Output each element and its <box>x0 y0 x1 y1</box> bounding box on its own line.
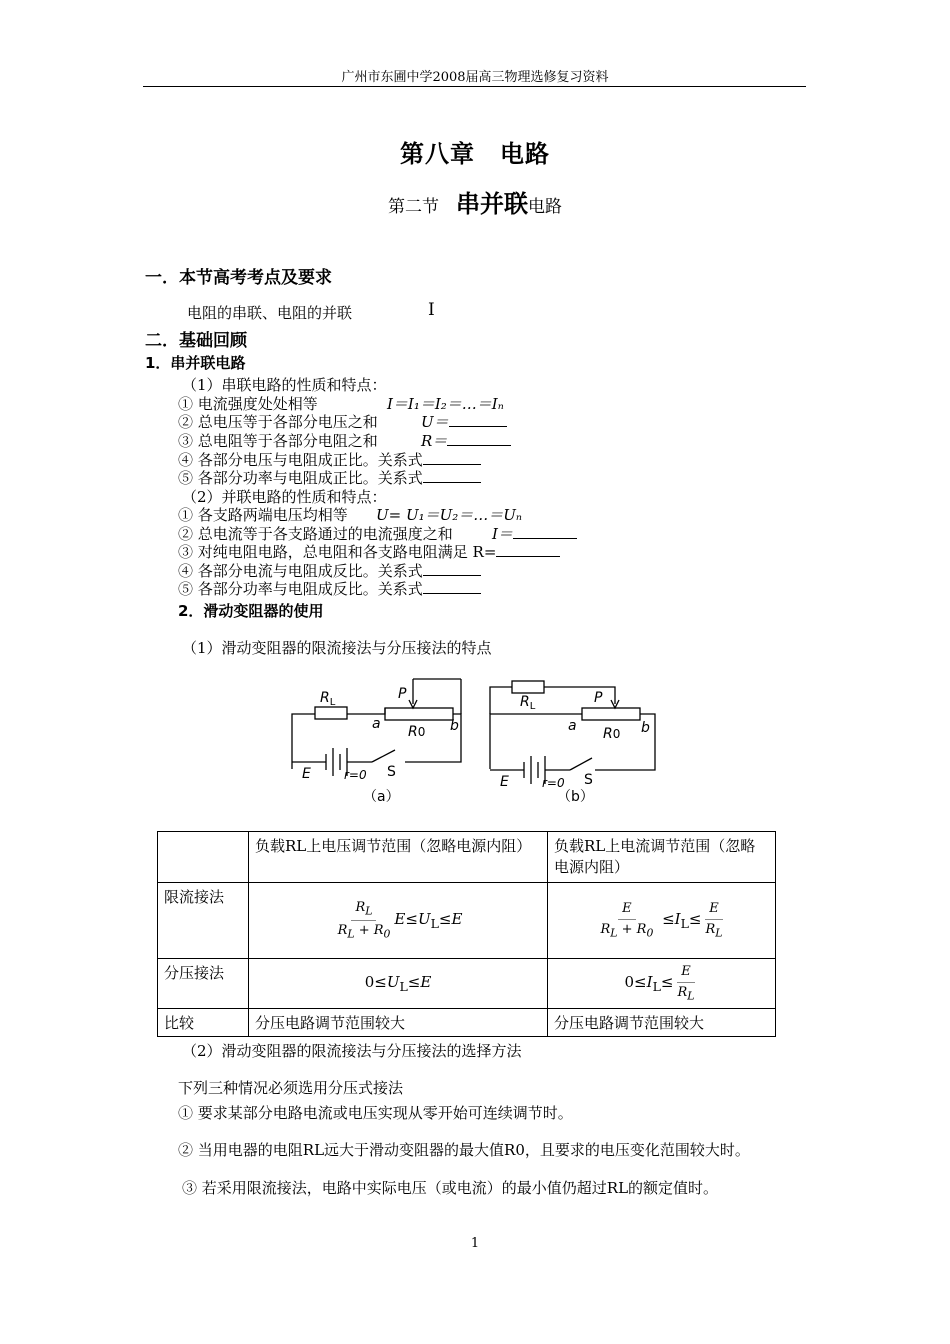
section-suffix: 电路 <box>528 197 562 217</box>
part1-level: Ⅰ <box>428 300 435 320</box>
part1-item: 电阻的串联、电阻的并联 <box>187 304 353 322</box>
series-item-2: ② 总电压等于各部分电压之和 <box>178 413 378 431</box>
parallel-I-label: I＝ <box>492 525 513 543</box>
fraction: $\frac{E}{R_L}$ <box>705 901 723 940</box>
blank-line <box>423 561 481 576</box>
parallel-item-3 <box>178 541 560 562</box>
caption-b: （b） <box>557 789 594 805</box>
label-b-a: b <box>450 718 459 734</box>
label-RL-b: $R_L$ <box>520 694 536 712</box>
blank-line <box>447 431 511 446</box>
series-resistance-blank <box>421 430 511 451</box>
fraction: $\frac{R_L}{R_L + R_0}$ <box>337 900 391 941</box>
blank-line <box>513 524 577 539</box>
table-row-limit: 限流接法 <box>158 883 249 959</box>
section-big: 串并联 <box>456 190 528 218</box>
sub2-intro2: （2）滑动变阻器的限流接法与分压接法的选择方法 <box>182 1042 522 1060</box>
label-RL-a: $R_L$ <box>320 690 336 708</box>
must-item-1: ① 要求某部分电路电流或电压实现从零开始可连续调节时。 <box>178 1104 573 1122</box>
blank-line <box>496 542 560 557</box>
sub2-heading: 2．滑动变阻器的使用 <box>178 602 324 620</box>
parallel-intro: （2）并联电路的性质和特点： <box>182 488 387 506</box>
section-title <box>0 184 950 219</box>
label-R0-b: R0 <box>603 726 621 742</box>
label-r-a: r=0 <box>344 768 367 782</box>
limit-current-range: $\frac{E}{R_L + R_0}$ $\le I_L\le$ $\frac{E}{R_L}$ <box>548 883 776 959</box>
parallel-item-1: ① 各支路两端电压均相等 <box>178 506 348 524</box>
table-col1-header: 负载RL上电压调节范围（忽略电源内阻） <box>249 832 548 883</box>
label-E-a: E <box>302 766 311 782</box>
table-col2-header: 负载RL上电流调节范围（忽略电源内阻） <box>548 832 776 883</box>
label-P-b: P <box>594 690 603 706</box>
parallel-item-5-text: ⑤ 各部分功率与电阻成反比。关系式 <box>178 580 423 598</box>
label-b-b: b <box>641 720 650 736</box>
label-R0-a: R0 <box>408 724 426 740</box>
comparison-table <box>157 831 776 1037</box>
label-r-b: r=0 <box>542 776 565 790</box>
label-a-b: a <box>568 718 577 734</box>
parallel-item-3-text: ③ 对纯电阻电路，总电阻和各支路电阻满足 R= <box>178 543 497 561</box>
fraction: $\frac{E}{R_L + R_0}$ <box>600 901 654 940</box>
label-S-a: S <box>387 764 396 780</box>
series-item-5 <box>178 467 481 488</box>
limit-voltage-range: $\frac{R_L}{R_L + R_0}$ $E\le U_L\le E$ <box>249 883 548 959</box>
chapter-title: 第八章 电路 <box>400 139 550 168</box>
part2-heading: 二．基础回顾 <box>145 331 247 351</box>
blank-line <box>423 579 481 594</box>
fraction: $\frac{E}{R_L}$ <box>677 964 695 1003</box>
parallel-formula-voltage: U= U₁＝U₂＝…＝Uₙ <box>376 506 523 524</box>
circuit-diagrams <box>285 672 670 812</box>
series-U-label: U＝ <box>421 413 449 431</box>
must-item-2: ② 当用电器的电阻RL远大于滑动变阻器的最大值R0，且要求的电压变化范围较大时。 <box>178 1141 750 1159</box>
part1-heading: 一．本节高考考点及要求 <box>145 268 332 288</box>
compare-cell-1: 分压电路调节范围较大 <box>249 1009 548 1037</box>
series-item-3: ③ 总电阻等于各部分电阻之和 <box>178 432 378 450</box>
label-E-b: E <box>500 774 509 790</box>
blank-line <box>423 450 481 465</box>
series-formula-current: I＝I₁＝I₂＝…＝Iₙ <box>387 395 504 413</box>
parallel-item-4-text: ④ 各部分电流与电阻成反比。关系式 <box>178 562 423 580</box>
table-row-compare: 比较 <box>158 1009 249 1037</box>
page-number: 1 <box>470 1236 480 1251</box>
compare-cell-2: 分压电路调节范围较大 <box>548 1009 776 1037</box>
caption-a: （a） <box>363 789 400 805</box>
section-prefix: 第二节 <box>388 197 456 217</box>
blank-line <box>449 412 507 427</box>
label-a-a: a <box>372 716 381 732</box>
label-S-b: S <box>584 772 593 788</box>
divider-voltage-range: $0\le U_L\le E$ <box>249 959 548 1009</box>
series-intro: （1）串联电路的性质和特点： <box>182 376 387 394</box>
sub1-heading: 1．串并联电路 <box>145 354 246 372</box>
series-item-4-text: ④ 各部分电压与电阻成正比。关系式 <box>178 451 423 469</box>
header-rule <box>143 86 806 87</box>
series-voltage-blank <box>421 411 507 432</box>
blank-line <box>423 468 481 483</box>
table-row-divider: 分压接法 <box>158 959 249 1009</box>
must-item-3: ③ 若采用限流接法，电路中实际电压（或电流）的最小值仍超过RL的额定值时。 <box>182 1179 719 1197</box>
series-item-1: ① 电流强度处处相等 <box>178 395 318 413</box>
sub2-intro1: （1）滑动变阻器的限流接法与分压接法的特点 <box>182 639 492 657</box>
label-P-a: P <box>398 686 407 702</box>
series-R-label: R＝ <box>421 432 448 450</box>
must-intro: 下列三种情况必须选用分压式接法 <box>178 1079 404 1097</box>
page-header: 广州市东圃中学2008届高三物理选修复习资料 <box>341 70 609 85</box>
table-corner <box>158 832 249 883</box>
parallel-item-5 <box>178 578 481 599</box>
parallel-item-2: ② 总电流等于各支路通过的电流强度之和 <box>178 525 453 543</box>
divider-current-range: $0\le I_L\le$ $\frac{E}{R_L}$ <box>548 959 776 1009</box>
series-item-5-text: ⑤ 各部分功率与电阻成正比。关系式 <box>178 469 423 487</box>
